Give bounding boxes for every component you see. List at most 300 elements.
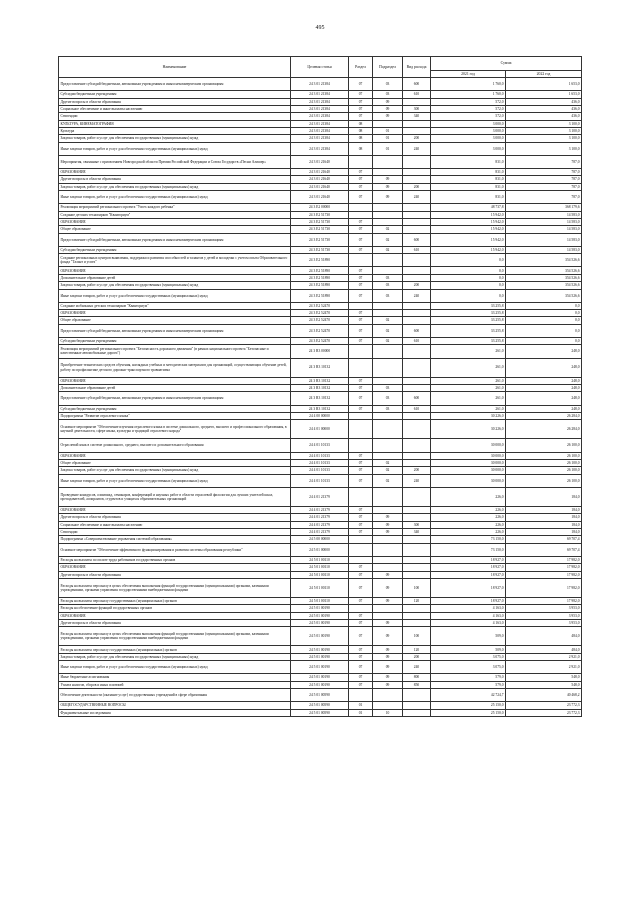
table-row xyxy=(59,384,582,391)
cell-section: 07 xyxy=(349,653,373,660)
cell-expense-type: 200 xyxy=(403,282,431,289)
header-year-2022: 2022 год xyxy=(506,71,582,78)
cell-sum-2021: 831,0 xyxy=(431,155,506,168)
cell-expense-type xyxy=(403,345,431,358)
cell-sum-2022: 0,0 xyxy=(506,310,582,317)
cell-code: 24 3 E2 51890 xyxy=(291,289,349,302)
cell-name: ОБРАЗОВАНИЕ xyxy=(59,452,291,459)
cell-sum-2022: 26 100,0 xyxy=(506,452,582,459)
cell-name: Другие вопросы в области образования xyxy=(59,514,291,521)
cell-subsection xyxy=(373,564,403,571)
cell-section: 07 xyxy=(349,521,373,528)
cell-expense-type: 800 xyxy=(403,674,431,681)
cell-section: 07 xyxy=(349,310,373,317)
cell-expense-type: 300 xyxy=(403,105,431,112)
table-row xyxy=(59,506,582,513)
cell-subsection: 09 xyxy=(373,627,403,646)
table-row xyxy=(59,627,582,646)
cell-expense-type: 240 xyxy=(403,474,431,487)
cell-sum-2021: 579,0 xyxy=(431,681,506,688)
cell-sum-2021: 0,0 xyxy=(431,274,506,281)
cell-sum-2021: 15 942,0 xyxy=(431,233,506,246)
cell-expense-type xyxy=(403,384,431,391)
cell-sum-2021: 18 927,0 xyxy=(431,571,506,578)
cell-subsection xyxy=(373,412,403,419)
cell-name: Реализация мероприятий регионального проекта "Безопасность дорожного движения" (в рамках национального проекта "Безопасные и качественные автомобильные дороги") xyxy=(59,345,291,358)
cell-sum-2022: 14 583,0 xyxy=(506,219,582,226)
table-row xyxy=(59,514,582,521)
cell-expense-type: 100 xyxy=(403,578,431,597)
cell-name: ОБРАЗОВАНИЕ xyxy=(59,310,291,317)
cell-name: ОБРАЗОВАНИЕ xyxy=(59,377,291,384)
cell-subsection xyxy=(373,506,403,513)
cell-sum-2022: 26 100,0 xyxy=(506,439,582,452)
cell-code: 24 4 01 00000 xyxy=(291,420,349,439)
cell-name: Иные закупки товаров, работ и услуг для обеспечения государственных (муниципальных) нужд xyxy=(59,661,291,674)
cell-expense-type xyxy=(403,98,431,105)
cell-name: Проведение конкурсов, олимпиад, семинаров, конференций и научных работ в области отраслевой филологии для лучших учителей школ, преподавателей, аспирантов, студентов и учащихся образовательных организаций xyxy=(59,487,291,506)
cell-subsection xyxy=(373,155,403,168)
cell-subsection xyxy=(373,452,403,459)
cell-code: 24 3 01 21640 xyxy=(291,183,349,190)
cell-section: 07 xyxy=(349,627,373,646)
table-row xyxy=(59,233,582,246)
cell-name: Расходы на выплаты персоналу в целях обеспечения выполнения функций государственными (муниципальными) органами, казенными учреждениями, органами управления государственными внебюджетными фондами xyxy=(59,627,291,646)
cell-name: ОБРАЗОВАНИЕ xyxy=(59,612,291,619)
cell-expense-type xyxy=(403,420,431,439)
cell-expense-type xyxy=(403,514,431,521)
cell-expense-type xyxy=(403,377,431,384)
cell-expense-type xyxy=(403,412,431,419)
cell-sum-2021: 4 163,0 xyxy=(431,620,506,627)
cell-subsection xyxy=(373,439,403,452)
cell-name: Общее образование xyxy=(59,226,291,233)
table-row xyxy=(59,709,582,716)
cell-name: Предоставление субсидий бюджетным, автономным учреждениям и иным некоммерческим организациям xyxy=(59,392,291,405)
cell-sum-2022: 1 653,0 xyxy=(506,78,582,91)
cell-subsection xyxy=(373,254,403,267)
cell-section xyxy=(349,556,373,563)
cell-code: 24 3 E2 00000 xyxy=(291,204,349,211)
cell-name: Другие вопросы в области образования xyxy=(59,176,291,183)
cell-sum-2022: 3 100,0 xyxy=(506,142,582,155)
cell-name: Подпрограмма "Развитие отраслевого языка" xyxy=(59,412,291,419)
cell-section: 07 xyxy=(349,176,373,183)
cell-section: 07 xyxy=(349,459,373,466)
cell-code: 24 3 01 21384 xyxy=(291,142,349,155)
cell-subsection: 01 xyxy=(373,127,403,134)
cell-name: Приобретение технических средств обучения, наглядных учебных и методических материалов для организаций, осуществляющих обучение детей, работу по профилактике детского дорожно-транспортного травматизма xyxy=(59,358,291,377)
cell-name: Уплата налогов, сборов и иных платежей xyxy=(59,681,291,688)
cell-sum-2021: 48 737,8 xyxy=(431,204,506,211)
cell-name: Создание мобильных детских технопарков "Кванториум" xyxy=(59,302,291,309)
table-row xyxy=(59,204,582,211)
cell-section: 07 xyxy=(349,105,373,112)
cell-subsection xyxy=(373,487,403,506)
cell-name: Общее образование xyxy=(59,459,291,466)
cell-code: 24 3 01 21384 xyxy=(291,78,349,91)
cell-sum-2021: 73 150,0 xyxy=(431,543,506,556)
cell-subsection: 02 xyxy=(373,467,403,474)
cell-sum-2022: 184,0 xyxy=(506,506,582,513)
cell-code: 24 3 R3 10132 xyxy=(291,392,349,405)
cell-section: 07 xyxy=(349,274,373,281)
cell-sum-2022: 14 583,0 xyxy=(506,226,582,233)
cell-sum-2022: 26 284,0 xyxy=(506,420,582,439)
cell-subsection xyxy=(373,689,403,702)
cell-section: 07 xyxy=(349,571,373,578)
cell-code: 24 4 01 21379 xyxy=(291,487,349,506)
cell-name: ОБРАЗОВАНИЕ xyxy=(59,564,291,571)
cell-sum-2021: 831,0 xyxy=(431,169,506,176)
cell-name: Фундаментальные исследования xyxy=(59,709,291,716)
cell-code: 24 3 E2 51890 xyxy=(291,267,349,274)
cell-name: Субсидии бюджетным учреждениям xyxy=(59,91,291,98)
cell-name: Закупка товаров, работ и услуг для обеспечения государственных (муниципальных) нужд xyxy=(59,183,291,190)
table-row xyxy=(59,661,582,674)
cell-code: 24 3 R3 10132 xyxy=(291,384,349,391)
cell-sum-2021: 572,0 xyxy=(431,113,506,120)
cell-subsection: 03 xyxy=(373,91,403,98)
table-row xyxy=(59,412,582,419)
table-row xyxy=(59,226,582,233)
cell-section: 07 xyxy=(349,661,373,674)
cell-code: 24 3 01 21384 xyxy=(291,105,349,112)
cell-expense-type xyxy=(403,439,431,452)
cell-subsection: 09 xyxy=(373,176,403,183)
cell-section: 07 xyxy=(349,528,373,535)
table-row xyxy=(59,310,582,317)
cell-code: 24 3 R3 10132 xyxy=(291,405,349,412)
cell-expense-type xyxy=(403,605,431,612)
cell-expense-type xyxy=(403,689,431,702)
cell-sum-2021: 18 927,0 xyxy=(431,598,506,605)
cell-code: 24 3 E2 51730 xyxy=(291,211,349,218)
cell-expense-type xyxy=(403,211,431,218)
cell-expense-type xyxy=(403,274,431,281)
cell-section: 07 xyxy=(349,514,373,521)
cell-expense-type xyxy=(403,310,431,317)
table-row xyxy=(59,345,582,358)
cell-expense-type xyxy=(403,612,431,619)
cell-subsection: 02 xyxy=(373,337,403,344)
cell-sum-2021: 33 255,8 xyxy=(431,302,506,309)
cell-sum-2022: 23 772,3 xyxy=(506,709,582,716)
cell-section: 07 xyxy=(349,324,373,337)
cell-name: Другие вопросы в области образования xyxy=(59,620,291,627)
cell-section: 07 xyxy=(349,267,373,274)
cell-code: 24 5 01 00110 xyxy=(291,564,349,571)
cell-name: Основное мероприятие "Обеспечение изучения отраслевого языка в системе дошкольного, среднего, высшего и профессионального образования, в научной деятельности, сфере языка, культуры и традиций отраслевого народа" xyxy=(59,420,291,439)
cell-sum-2022: 0,0 xyxy=(506,324,582,337)
cell-code: 24 3 E2 52470 xyxy=(291,302,349,309)
cell-sum-2022: 184,0 xyxy=(506,514,582,521)
cell-expense-type: 300 xyxy=(403,521,431,528)
cell-sum-2021: 33 255,8 xyxy=(431,310,506,317)
cell-subsection xyxy=(373,556,403,563)
cell-sum-2022: 484,0 xyxy=(506,627,582,646)
cell-name: Дополнительное образование детей xyxy=(59,384,291,391)
cell-subsection xyxy=(373,310,403,317)
cell-subsection xyxy=(373,702,403,709)
cell-name: КУЛЬТУРА, КИНЕМАТОГРАФИЯ xyxy=(59,120,291,127)
table-row xyxy=(59,98,582,105)
cell-name: Другие вопросы в области образования xyxy=(59,571,291,578)
cell-sum-2021: 33 255,8 xyxy=(431,324,506,337)
cell-sum-2021: 0,0 xyxy=(431,289,506,302)
cell-code: 24 3 01 21384 xyxy=(291,120,349,127)
cell-subsection xyxy=(373,612,403,619)
cell-section: 07 xyxy=(349,169,373,176)
cell-sum-2022: 248,0 xyxy=(506,358,582,377)
cell-subsection: 03 xyxy=(373,282,403,289)
cell-subsection: 02 xyxy=(373,459,403,466)
cell-expense-type xyxy=(403,120,431,127)
table-row xyxy=(59,105,582,112)
cell-section: 07 xyxy=(349,612,373,619)
table-row xyxy=(59,528,582,535)
cell-sum-2021: 831,0 xyxy=(431,191,506,204)
cell-name: Предоставление субсидий бюджетным, автономным учреждениям и иным некоммерческим организациям xyxy=(59,324,291,337)
cell-subsection: 09 xyxy=(373,98,403,105)
cell-expense-type xyxy=(403,219,431,226)
cell-section xyxy=(349,302,373,309)
cell-name: Иные закупки товаров, работ и услуг для обеспечения государственных (муниципальных) нужд xyxy=(59,289,291,302)
cell-subsection: 09 xyxy=(373,661,403,674)
cell-sum-2022: 3 953,0 xyxy=(506,620,582,627)
cell-subsection: 09 xyxy=(373,681,403,688)
cell-subsection: 09 xyxy=(373,528,403,535)
cell-code: 24 3 E2 52470 xyxy=(291,317,349,324)
cell-subsection: 09 xyxy=(373,674,403,681)
cell-sum-2021: 30 000,0 xyxy=(431,439,506,452)
cell-expense-type xyxy=(403,226,431,233)
cell-name: Культура xyxy=(59,127,291,134)
cell-sum-2021: 261,0 xyxy=(431,384,506,391)
cell-sum-2022: 248,0 xyxy=(506,392,582,405)
cell-subsection: 09 xyxy=(373,514,403,521)
table-row xyxy=(59,612,582,619)
cell-sum-2021: 261,0 xyxy=(431,392,506,405)
cell-sum-2021: 3 000,0 xyxy=(431,135,506,142)
cell-sum-2022: 3 100,0 xyxy=(506,135,582,142)
table-row xyxy=(59,459,582,466)
cell-sum-2022: 17 982,0 xyxy=(506,556,582,563)
cell-subsection: 09 xyxy=(373,571,403,578)
cell-section: 08 xyxy=(349,120,373,127)
cell-subsection: 09 xyxy=(373,113,403,120)
cell-sum-2022: 3 953,0 xyxy=(506,605,582,612)
cell-sum-2022: 354 526,6 xyxy=(506,274,582,281)
cell-section xyxy=(349,412,373,419)
cell-subsection: 03 xyxy=(373,384,403,391)
cell-sum-2021: 0,0 xyxy=(431,282,506,289)
cell-name: Закупка товаров, работ и услуг для обеспечения государственных (муниципальных) нужд xyxy=(59,467,291,474)
header-section: Раздел xyxy=(349,57,373,78)
cell-subsection: 09 xyxy=(373,521,403,528)
cell-subsection xyxy=(373,219,403,226)
cell-sum-2022: 14 583,0 xyxy=(506,233,582,246)
cell-code: 24 5 01 00190 xyxy=(291,627,349,646)
cell-code: 24 4 01 10133 xyxy=(291,467,349,474)
cell-subsection: 02 xyxy=(373,317,403,324)
cell-name: ОБРАЗОВАНИЕ xyxy=(59,267,291,274)
cell-sum-2022: 0,0 xyxy=(506,317,582,324)
table-row xyxy=(59,274,582,281)
cell-code: 24 5 01 00590 xyxy=(291,702,349,709)
cell-subsection: 03 xyxy=(373,289,403,302)
cell-code: 24 3 01 21640 xyxy=(291,169,349,176)
cell-subsection: 03 xyxy=(373,392,403,405)
cell-name: Стипендии xyxy=(59,113,291,120)
cell-subsection: 09 xyxy=(373,620,403,627)
cell-sum-2022: 787,0 xyxy=(506,155,582,168)
cell-sum-2021: 572,0 xyxy=(431,98,506,105)
cell-sum-2022: 248,0 xyxy=(506,345,582,358)
cell-expense-type: 240 xyxy=(403,142,431,155)
cell-sum-2022: 26 284,0 xyxy=(506,412,582,419)
cell-subsection xyxy=(373,267,403,274)
cell-sum-2021: 1 760,0 xyxy=(431,78,506,91)
cell-sum-2022: 354 526,6 xyxy=(506,254,582,267)
cell-code: 24 5 01 00590 xyxy=(291,689,349,702)
cell-expense-type xyxy=(403,176,431,183)
cell-section: 01 xyxy=(349,709,373,716)
cell-expense-type: 100 xyxy=(403,627,431,646)
cell-code: 24 3 E2 51890 xyxy=(291,254,349,267)
table-row xyxy=(59,142,582,155)
cell-subsection: 01 xyxy=(373,135,403,142)
cell-section xyxy=(349,689,373,702)
table-row xyxy=(59,358,582,377)
cell-section: 07 xyxy=(349,191,373,204)
table-row xyxy=(59,681,582,688)
table-row xyxy=(59,246,582,253)
cell-name: Иные закупки товаров, работ и услуг для обеспечения государственных (муниципальных) нужд xyxy=(59,474,291,487)
cell-sum-2021: 226,0 xyxy=(431,506,506,513)
cell-code: 24 5 01 00190 xyxy=(291,646,349,653)
cell-sum-2021: 30 000,0 xyxy=(431,467,506,474)
cell-subsection xyxy=(373,302,403,309)
cell-section: 07 xyxy=(349,113,373,120)
cell-subsection: 09 xyxy=(373,105,403,112)
cell-code: 24 3 E2 51890 xyxy=(291,282,349,289)
cell-expense-type xyxy=(403,459,431,466)
cell-section: 07 xyxy=(349,681,373,688)
table-row xyxy=(59,377,582,384)
cell-name: Закупка товаров, работ и услуг для обеспечения государственных (муниципальных) нужд xyxy=(59,282,291,289)
cell-name: Создание детских технопарков "Кванториум" xyxy=(59,211,291,218)
cell-expense-type: 850 xyxy=(403,681,431,688)
cell-code: 24 4 01 21379 xyxy=(291,506,349,513)
cell-expense-type xyxy=(403,155,431,168)
cell-sum-2021: 33 255,8 xyxy=(431,317,506,324)
cell-code: 24 3 01 21384 xyxy=(291,98,349,105)
cell-code: 24 3 01 21640 xyxy=(291,191,349,204)
cell-name: Закупка товаров, работ и услуг для обеспечения государственных (муниципальных) нужд xyxy=(59,135,291,142)
table-row xyxy=(59,337,582,344)
cell-section: 07 xyxy=(349,91,373,98)
cell-subsection: 03 xyxy=(373,78,403,91)
cell-sum-2022: 17 982,0 xyxy=(506,571,582,578)
cell-code: 24 4 01 21379 xyxy=(291,514,349,521)
cell-code: 24 3 R3 10132 xyxy=(291,377,349,384)
cell-subsection: 09 xyxy=(373,578,403,597)
cell-subsection xyxy=(373,120,403,127)
cell-expense-type xyxy=(403,169,431,176)
cell-section: 07 xyxy=(349,289,373,302)
cell-subsection: 02 xyxy=(373,246,403,253)
table-body xyxy=(59,78,582,717)
cell-subsection: 01 xyxy=(373,142,403,155)
cell-sum-2022: 184,0 xyxy=(506,528,582,535)
cell-sum-2022: 0,0 xyxy=(506,302,582,309)
cell-code: 24 3 E2 51730 xyxy=(291,219,349,226)
header-subsection: Подраздел xyxy=(373,57,403,78)
cell-section: 07 xyxy=(349,405,373,412)
cell-sum-2021: 0,0 xyxy=(431,254,506,267)
cell-code: 24 3 01 21384 xyxy=(291,135,349,142)
cell-sum-2022: 787,0 xyxy=(506,191,582,204)
cell-expense-type: 240 xyxy=(403,289,431,302)
cell-section: 07 xyxy=(349,183,373,190)
cell-section xyxy=(349,358,373,377)
cell-sum-2021: 4 163,0 xyxy=(431,612,506,619)
cell-sum-2022: 14 583,0 xyxy=(506,211,582,218)
cell-code: 24 4 01 10133 xyxy=(291,439,349,452)
cell-code: 24 5 01 00190 xyxy=(291,674,349,681)
cell-subsection: 09 xyxy=(373,646,403,653)
cell-section xyxy=(349,254,373,267)
table-row xyxy=(59,620,582,627)
cell-name: Создание региональных центров выявления, поддержки и развития способностей и талантов у детей и молодежи с учетом опыта Образовательного фонда "Талант и успех" xyxy=(59,254,291,267)
cell-sum-2021: 261,0 xyxy=(431,377,506,384)
cell-code: 24 5 01 00190 xyxy=(291,612,349,619)
cell-name: Социальное обеспечение и иные выплаты населению xyxy=(59,105,291,112)
cell-name: Субсидии бюджетным учреждениям xyxy=(59,405,291,412)
cell-sum-2022: 548,0 xyxy=(506,674,582,681)
cell-section: 01 xyxy=(349,702,373,709)
cell-name: ОБЩЕГОСУДАРСТВЕННЫЕ ВОПРОСЫ xyxy=(59,702,291,709)
cell-code: 24 3 E2 51890 xyxy=(291,274,349,281)
cell-code: 24 5 01 00190 xyxy=(291,681,349,688)
cell-sum-2022: 248,0 xyxy=(506,377,582,384)
cell-sum-2022: 2 921,0 xyxy=(506,653,582,660)
cell-subsection: 03 xyxy=(373,405,403,412)
cell-name: Основное мероприятие "Обеспечение эффективного функционирования и развития системы образования республики" xyxy=(59,543,291,556)
cell-sum-2021: 831,0 xyxy=(431,176,506,183)
table-row xyxy=(59,674,582,681)
cell-sum-2022: 354 526,6 xyxy=(506,267,582,274)
cell-sum-2021: 30 000,0 xyxy=(431,459,506,466)
cell-section xyxy=(349,487,373,506)
cell-section: 07 xyxy=(349,467,373,474)
cell-section: 07 xyxy=(349,598,373,605)
header-name: Наименование xyxy=(59,57,291,78)
cell-code: 24 5 00 00000 xyxy=(291,536,349,543)
cell-expense-type: 610 xyxy=(403,405,431,412)
cell-section: 07 xyxy=(349,452,373,459)
cell-section xyxy=(349,439,373,452)
cell-subsection: 09 xyxy=(373,653,403,660)
table-row xyxy=(59,191,582,204)
table-row xyxy=(59,536,582,543)
cell-name: Реализация мероприятий регионального проекта "Успех каждого ребенка" xyxy=(59,204,291,211)
table-row xyxy=(59,702,582,709)
cell-sum-2021: 30 226,0 xyxy=(431,420,506,439)
cell-name: Расходы на выплаты персоналу в целях обеспечения выполнения функций государственными (муниципальными) органами, казенными учреждениями, органами управления государственными внебюджетными фондами xyxy=(59,578,291,597)
table-row xyxy=(59,571,582,578)
